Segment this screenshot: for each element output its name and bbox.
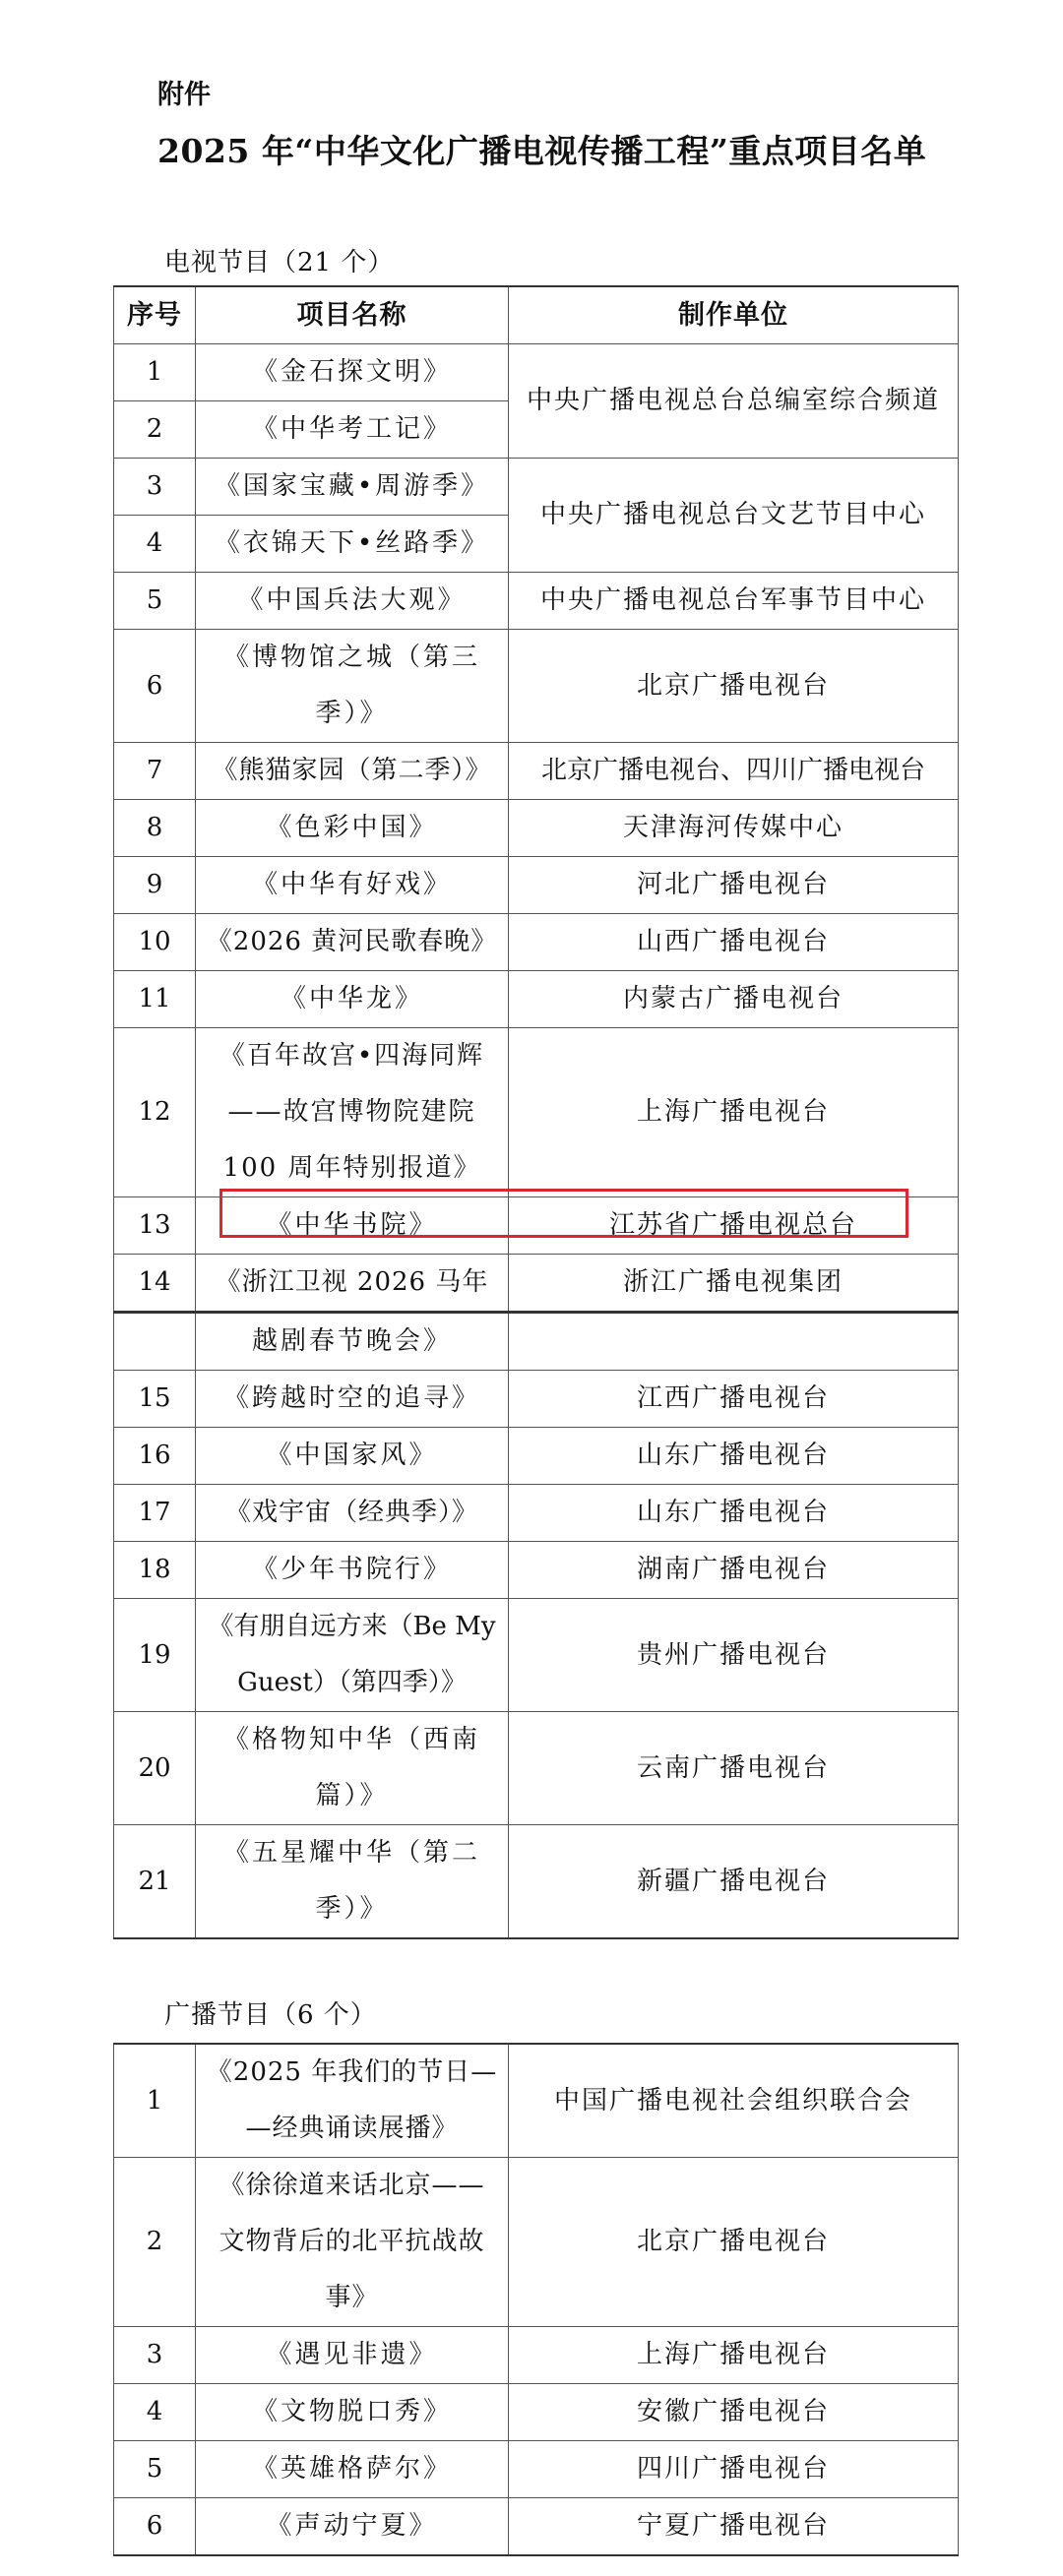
row-number: 2 <box>114 2158 196 2327</box>
tv-section-label: 电视节目（21 个） <box>164 248 395 277</box>
producer: 贵州广播电视台 <box>509 1599 959 1712</box>
producer: 湖南广播电视台 <box>509 1542 959 1599</box>
row-number: 12 <box>114 1028 196 1197</box>
project-name <box>196 971 509 1028</box>
producer: 天津海河传媒中心 <box>509 800 959 857</box>
project-name <box>196 1028 509 1197</box>
producer: 江西广播电视台 <box>509 1371 959 1428</box>
project-name <box>196 800 509 857</box>
name-line: 《国家宝藏•周游季》 <box>214 471 490 501</box>
row-number: 13 <box>114 1197 196 1255</box>
name-line: 《文物脱口秀》 <box>251 2397 452 2426</box>
name-line: 《衣锦天下•丝路季》 <box>214 528 490 558</box>
project-name <box>196 2158 509 2327</box>
project-name <box>196 459 509 516</box>
row-number: 3 <box>114 459 196 516</box>
row-number: 15 <box>114 1371 196 1428</box>
name-line: 《徐徐道来话北京—— <box>219 2171 485 2200</box>
row-number: 6 <box>114 2498 196 2556</box>
producer: 河北广播电视台 <box>509 857 959 914</box>
row-number: 17 <box>114 1485 196 1542</box>
name-line: 100 周年特别报道》 <box>222 1153 481 1183</box>
name-line: 《博物馆之城（第三 <box>222 643 480 672</box>
name-line: 《五星耀中华（第二 <box>222 1838 480 1868</box>
project-name <box>196 344 509 401</box>
name-line: 季）》 <box>315 699 389 728</box>
name-line: 《中华书院》 <box>266 1210 438 1240</box>
row-number: 4 <box>114 516 196 573</box>
project-name <box>196 2498 509 2556</box>
name-line: 《少年书院行》 <box>251 1555 452 1584</box>
producer: 中央广播电视总台文艺节目中心 <box>509 459 959 573</box>
name-line: 事》 <box>325 2283 379 2312</box>
row-number: 11 <box>114 971 196 1028</box>
name-line: 《中华龙》 <box>280 984 423 1013</box>
name-line: 《跨越时空的追寻》 <box>222 1383 480 1413</box>
producer: 北京广播电视台 <box>509 2158 959 2327</box>
project-name <box>196 1599 509 1712</box>
row-number <box>114 1313 196 1371</box>
name-line: —经典诵读展播》 <box>245 2114 459 2143</box>
project-name <box>196 1825 509 1939</box>
project-name <box>196 573 509 630</box>
project-name <box>196 2044 509 2158</box>
row-number: 1 <box>114 2044 196 2158</box>
name-line: 季）》 <box>315 1894 389 1924</box>
row-number: 16 <box>114 1428 196 1485</box>
producer: 中央广播电视总台总编室综合频道 <box>509 344 959 459</box>
row-number: 5 <box>114 2441 196 2498</box>
name-line: 越剧春节晚会》 <box>251 1326 452 1356</box>
name-line: 《金石探文明》 <box>251 357 452 387</box>
radio-program-table <box>113 2043 959 2556</box>
row-number: 20 <box>114 1712 196 1825</box>
producer: 新疆广播电视台 <box>509 1825 959 1939</box>
name-line: 《中国家风》 <box>266 1441 438 1470</box>
project-name <box>196 743 509 800</box>
producer: 山东广播电视台 <box>509 1428 959 1485</box>
project-name <box>196 2384 509 2441</box>
project-name <box>196 1197 509 1255</box>
producer: 中国广播电视社会组织联合会 <box>509 2044 959 2158</box>
row-number: 10 <box>114 914 196 971</box>
producer: 上海广播电视台 <box>509 2327 959 2384</box>
project-name <box>196 1712 509 1825</box>
header-project-name: 项目名称 <box>196 286 509 344</box>
project-name <box>196 1313 509 1371</box>
project-name <box>196 2327 509 2384</box>
name-line: 《2026 黄河民歌春晚》 <box>206 927 498 956</box>
producer: 北京广播电视台 <box>509 630 959 743</box>
producer: 浙江广播电视集团 <box>509 1255 959 1313</box>
name-line: 《英雄格萨尔》 <box>251 2454 452 2484</box>
producer: 上海广播电视台 <box>509 1028 959 1197</box>
name-line: 《格物知中华（西南 <box>222 1725 480 1754</box>
tv-program-table <box>113 285 959 1313</box>
row-number: 7 <box>114 743 196 800</box>
name-line: 《百年故宫•四海同辉 <box>219 1041 485 1071</box>
row-number: 5 <box>114 573 196 630</box>
name-line: 《2025 年我们的节日— <box>206 2057 498 2087</box>
project-name <box>196 2441 509 2498</box>
name-line: 《色彩中国》 <box>266 813 438 842</box>
producer: 安徽广播电视台 <box>509 2384 959 2441</box>
row-number: 6 <box>114 630 196 743</box>
producer: 云南广播电视台 <box>509 1712 959 1825</box>
name-line: 《浙江卫视 2026 马年 <box>215 1267 489 1297</box>
project-name <box>196 1371 509 1428</box>
name-line: 《熊猫家园（第二季）》 <box>212 756 492 785</box>
name-line: 《戏宇宙（经典季）》 <box>224 1498 478 1527</box>
producer: 内蒙古广播电视台 <box>509 971 959 1028</box>
row-number: 18 <box>114 1542 196 1599</box>
document-title: 2025 年“中华文化广播电视传播工程”重点项目名单 <box>157 132 927 170</box>
radio-section-label: 广播节目（6 个） <box>164 2000 377 2030</box>
project-name <box>196 630 509 743</box>
header-producer: 制作单位 <box>509 286 959 344</box>
header-number: 序号 <box>114 286 196 344</box>
producer: 山西广播电视台 <box>509 914 959 971</box>
row-number: 4 <box>114 2384 196 2441</box>
row-number: 2 <box>114 401 196 459</box>
row-number: 14 <box>114 1255 196 1313</box>
name-line: 《中华考工记》 <box>251 414 452 444</box>
producer: 北京广播电视台、四川广播电视台 <box>509 743 959 800</box>
row-number: 9 <box>114 857 196 914</box>
row-number: 3 <box>114 2327 196 2384</box>
project-name <box>196 1485 509 1542</box>
producer <box>509 1313 959 1371</box>
name-line: Guest）（第四季）》 <box>237 1668 467 1697</box>
row-number: 19 <box>114 1599 196 1712</box>
producer: 江苏省广播电视总台 <box>509 1197 959 1255</box>
project-name <box>196 1255 509 1313</box>
producer: 宁夏广播电视台 <box>509 2498 959 2556</box>
project-name <box>196 1428 509 1485</box>
project-name <box>196 1542 509 1599</box>
name-line: 《遇见非遗》 <box>266 2340 438 2369</box>
name-line: 篇）》 <box>315 1781 389 1810</box>
project-name <box>196 516 509 573</box>
project-name <box>196 857 509 914</box>
row-number: 21 <box>114 1825 196 1939</box>
name-line: 文物背后的北平抗战故 <box>219 2227 485 2256</box>
project-name <box>196 914 509 971</box>
name-line: ——故宫博物院建院 <box>227 1097 476 1127</box>
producer: 山东广播电视台 <box>509 1485 959 1542</box>
name-line: 《中华有好戏》 <box>251 870 452 899</box>
producer: 中央广播电视总台军事节目中心 <box>509 573 959 630</box>
name-line: 《声动宁夏》 <box>266 2511 438 2541</box>
producer: 四川广播电视台 <box>509 2441 959 2498</box>
row-number: 1 <box>114 344 196 401</box>
project-name <box>196 401 509 459</box>
tv-program-table-continued <box>113 1312 959 1939</box>
attachment-label: 附件 <box>157 80 211 110</box>
name-line: 《中国兵法大观》 <box>237 585 467 615</box>
name-line: 《有朋自远方来（Be My <box>208 1612 496 1641</box>
row-number: 8 <box>114 800 196 857</box>
